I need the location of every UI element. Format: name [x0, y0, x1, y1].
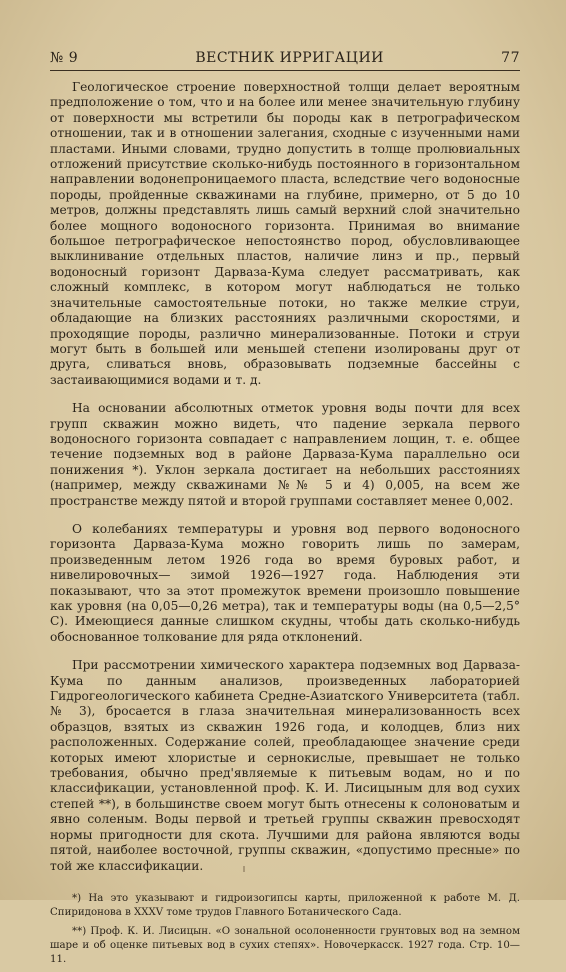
- journal-title: ВЕСТНИК ИРРИГАЦИИ: [195, 50, 384, 66]
- issue-number: № 9: [50, 50, 79, 66]
- header-rule: [50, 70, 520, 71]
- footnotes: [50, 892, 520, 967]
- paragraph-chemistry: При рассмотрении химического характера подземных вод Дарваза-Кума по данным анализов, произведенных лабораторией Гидрогеологического кабинета Средне-Азиатского Университета (табл. № 3), бросается в глаза значительная минерализованность всех образцов, взятых из скважин 1926 года, и колодцев, близ них расположенных. Содержание солей, преобладающее значение среди которых имеют хлористые и сернокислые, превышает не только требования, обычно пред'являемые к питьевым водам, но и по классификации, установленной проф. К. И. Лисицыным для вод сухих степей **), в большинстве своем могут быть отнесены к солоноватым и явно соленым. Воды первой и третьей группы скважин превосходят нормы пригодности для скота. Лучшими для района являются воды пятой, наиболее восточной, группы скважин, «допустимо пресные» по той же классификации.: [50, 658, 520, 873]
- paper-mark: [243, 866, 245, 872]
- paragraph-temperature: О колебаниях температуры и уровня вод первого водоносного горизонта Дарваза-Кума можно говорить лишь по замерам, произведенным летом 1926 года во время буровых работ, и нивелировочных— зимой 1926—1927 года. Наблюдения эти показывают, что за этот промежуток времени произошло повышение как уровня (на 0,05—0,26 метра), так и температуры воды (на 0,5—2,5° С). Имеющиеся данные слишком скудны, чтобы дать сколько-нибудь обоснованное толкование для ряда отклонений.: [50, 521, 520, 644]
- paragraph-water-level: На основании абсолютных отметок уровня воды почти для всех групп скважин можно видеть, что падение зеркала первого водоносного горизонта совпадает с направлением лощин, т. е. общее течение подземных вод в районе Дарваза-Кума параллельно оси понижения *). Уклон зеркала достигает на небольших расстояниях (например, между скважинами №№ 5 и 4) 0,005, на всем же пространстве между пятой и второй группами составляет менее 0,002.: [50, 401, 520, 508]
- article-body: [50, 80, 520, 972]
- page-number: 77: [501, 50, 520, 66]
- footnote-2: **) Проф. К. И. Лисицын. «О зональной осолоненности грунтовых вод на земном шаре и об оценке питьевых вод в сухих степях». Новочеркасск. 1927 года. Стр. 10—11.: [50, 925, 520, 965]
- footnote-1: *) На это указывают и гидроизогипсы карты, приложенной к работе М. Д. Спиридонова в XXXV томе трудов Главного Ботанического Сада.: [50, 892, 520, 918]
- running-header: [50, 50, 520, 70]
- paragraph-geology: Геологическое строение поверхностной толщи делает вероятным предположение о том, что и на более или менее значительную глубину от поверхности мы встретили бы породы как в петрографическом отношении, так и в отношении залегания, сходные с изученными нами пластами. Иными словами, трудно допустить в толще пролювиальных отложений присутствие сколько-нибудь постоянного в горизонтальном направлении водонепроницаемого пласта, вследствие чего водоносные породы, пройденные скважинами на глубине, примерно, от 5 до 10 метров, должны представлять лишь самый верхний слой значительно более мощного водоносного горизонта. Принимая во внимание большое петрографическое непостоянство пород, обусловливающее выклинивание отдельных пластов, наличие линз и пр., первый водоносный горизонт Дарваза-Кума следует рассматривать, как сложный комплекс, в котором могут наблюдаться не только значительные самостоятельные потоки, но также мелкие струи, обладающие на близких расстояниях различными скоростями, и проходящие породы, различно минерализованные. Потоки и струи могут быть в большей или меньшей степени изолированы друг от друга, сливаться вновь, образовывать подземные бассейны с застаивающимися водами и т. д.: [50, 80, 520, 387]
